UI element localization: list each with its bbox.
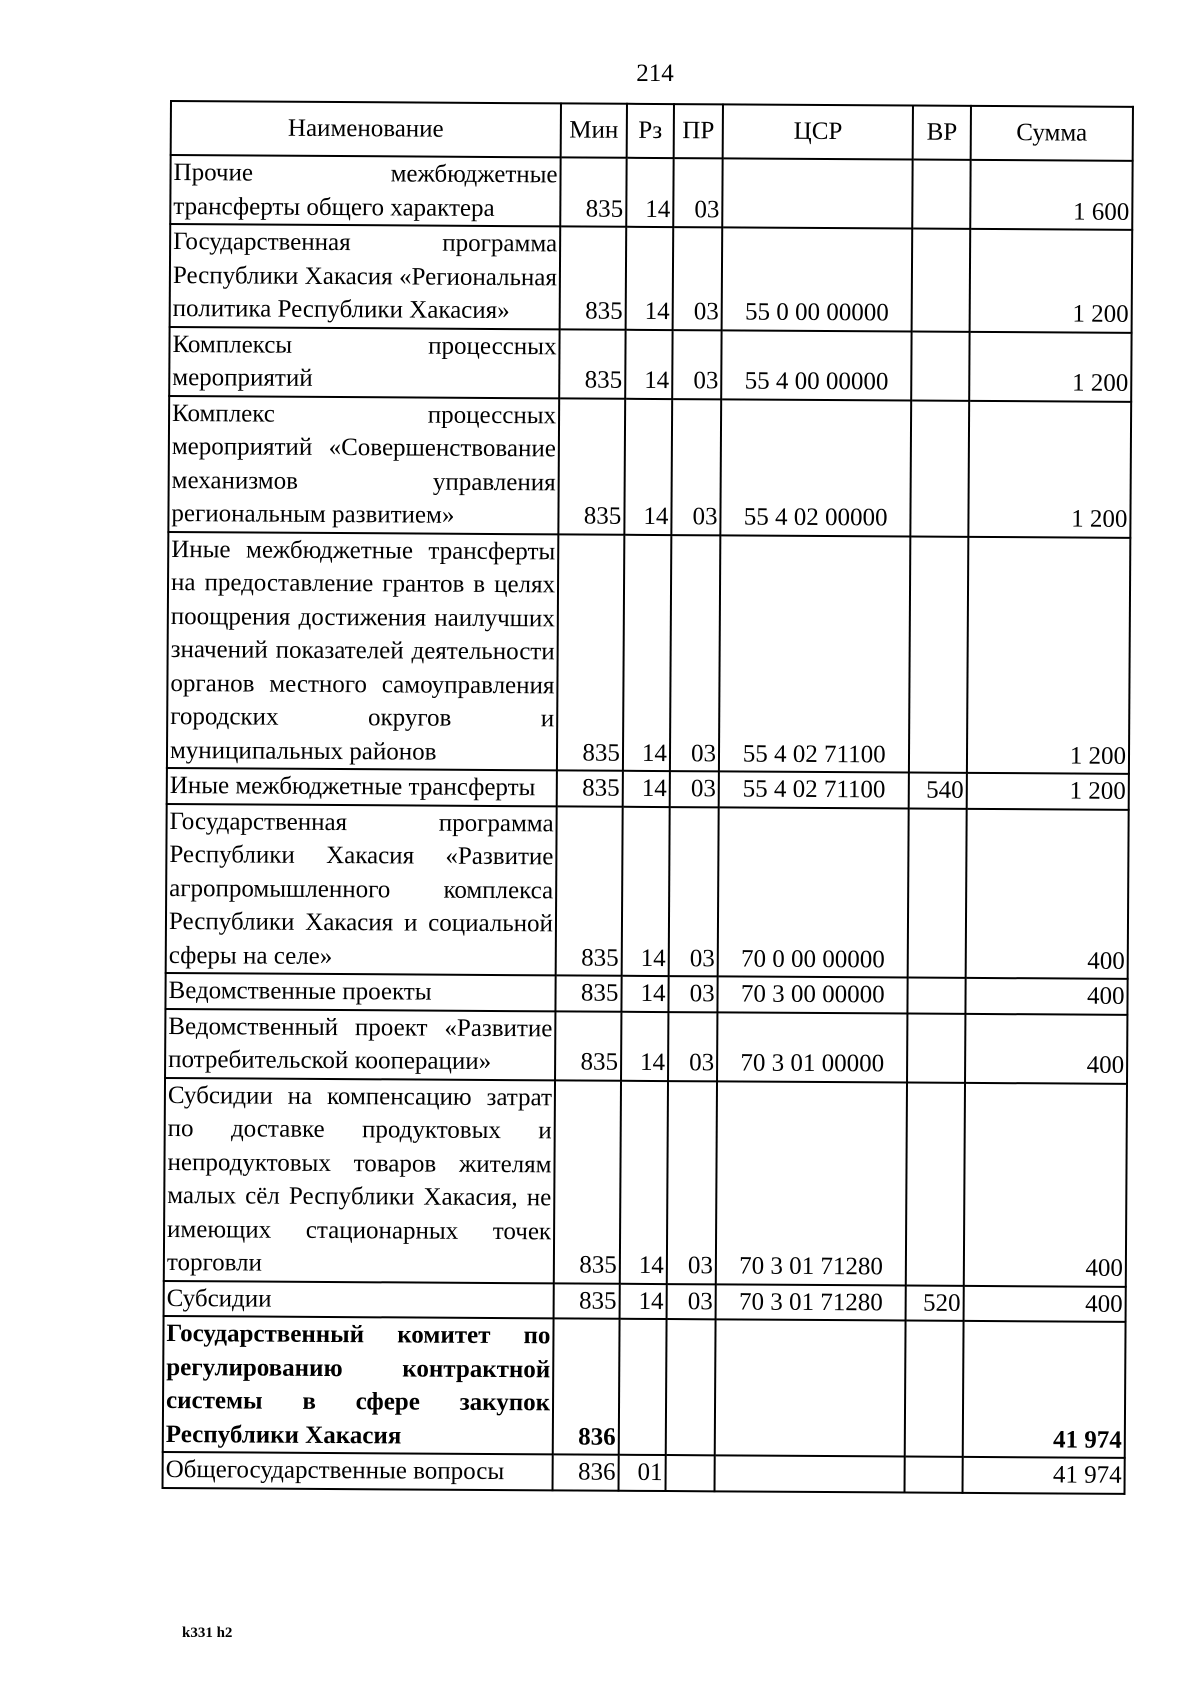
table-body [163,155,1133,1493]
row-min: 835 [557,534,624,771]
row-min: 835 [555,1011,621,1080]
row-vr [908,808,967,978]
row-pr: 03 [667,1081,717,1284]
row-vr [905,1457,963,1493]
row-name: Комплекс процессных мероприятий «Совершенствование механизмов управления региональным развитием» [168,396,559,534]
row-pr: 03 [668,976,717,1012]
budget-table [162,100,1134,1494]
row-rz: 14 [623,534,671,771]
row-csr: 70 3 01 00000 [717,1012,908,1082]
row-vr [908,978,966,1014]
row-min: 835 [560,157,626,226]
row-csr: 55 0 00 00000 [722,227,913,331]
row-vr [911,400,969,536]
row-vr: 540 [909,773,967,809]
row-vr [909,536,968,773]
row-pr: 03 [673,227,723,330]
row-vr [912,229,970,332]
table-row [170,224,1133,332]
header-rz: Рз [627,104,674,158]
row-name: Субсидии на компенсацию затрат по доставке продуктовых и непродуктовых товаров жителям малых сёл Республики Хакасия, не имеющих стационарных точек торговли [164,1077,555,1282]
table-row [166,803,1129,978]
row-min: 835 [555,975,621,1011]
document-code: k331 h2 [182,1625,233,1641]
row-csr [722,158,913,228]
row-name: Государственная программа Республики Хакасия «Региональная политика Республики Хакасия» [170,224,561,329]
row-min: 835 [554,1283,620,1319]
row-sum: 400 [963,1285,1125,1321]
row-rz: 14 [621,976,668,1012]
row-csr [715,1455,906,1492]
row-csr: 55 4 02 71100 [719,771,910,808]
row-vr [907,1013,965,1082]
table-row [163,1452,1125,1493]
row-rz: 14 [624,398,672,534]
row-rz: 14 [620,1080,668,1283]
row-vr: 520 [906,1285,964,1321]
row-pr: 03 [670,771,719,807]
row-csr: 70 3 01 71280 [716,1284,907,1321]
row-name: Комплексы процессных мероприятий [169,327,559,398]
row-pr [666,1319,716,1455]
row-sum: 41 974 [962,1457,1124,1493]
row-vr [913,160,971,229]
row-min: 836 [553,1318,620,1454]
row-rz: 14 [625,227,673,330]
row-name: Общегосударственные вопросы [163,1452,553,1490]
row-sum: 1 200 [967,536,1131,773]
row-rz: 14 [625,329,672,398]
table-row [170,155,1132,230]
row-name: Государственная программа Республики Хакасия «Развитие агропромышленного комплекса Республики Хакасия и социальной сферы на селе» [166,803,557,975]
row-pr: 03 [670,535,721,772]
header-min: Мин [561,103,627,157]
header-sum: Сумма [971,106,1133,161]
row-rz: 14 [622,806,670,976]
table-row [169,327,1131,402]
row-csr: 55 4 02 00000 [720,399,911,536]
row-vr [912,331,970,400]
row-pr: 03 [667,1284,716,1320]
row-min: 835 [554,1080,621,1283]
page-number: 214 [636,60,674,87]
row-csr: 55 4 02 71100 [719,535,911,773]
row-csr: 55 4 00 00000 [721,330,912,400]
row-rz [619,1319,667,1455]
table-row [165,973,1127,1014]
row-rz: 14 [623,771,670,807]
row-rz: 14 [626,158,673,227]
row-rz: 14 [619,1283,666,1319]
row-pr: 03 [673,158,723,227]
table-row [163,1316,1126,1458]
row-sum: 400 [964,1082,1127,1286]
row-csr: 70 0 00 00000 [718,807,909,978]
row-pr: 03 [672,330,722,399]
row-sum: 1 600 [970,160,1133,230]
header-name: Наименование [171,101,561,157]
header-vr: ВР [913,106,971,160]
row-pr [665,1455,714,1491]
row-pr: 03 [671,399,721,535]
row-csr: 70 3 01 71280 [716,1081,908,1285]
row-name: Государственный комитет по регулированию контрактной системы в сфере закупок Республики Хакасия [163,1316,554,1454]
header-pr: ПР [674,104,723,158]
row-sum: 41 974 [963,1321,1126,1458]
row-sum: 400 [965,1013,1128,1083]
row-rz: 01 [618,1455,665,1491]
header-csr: ЦСР [723,104,914,159]
row-min: 835 [556,806,623,976]
row-name: Иные межбюджетные трансферты [167,768,557,806]
row-sum: 1 200 [968,400,1131,537]
row-pr: 03 [669,807,719,977]
row-name: Прочие межбюджетные трансферты общего характера [170,155,560,226]
row-sum: 400 [965,978,1127,1014]
row-sum: 1 200 [967,773,1129,809]
row-min: 835 [558,398,625,534]
table-header-row [171,101,1133,161]
row-sum: 1 200 [969,229,1132,332]
row-sum: 400 [966,808,1129,978]
row-name: Ведомственные проекты [165,973,555,1011]
table-row [165,1008,1127,1083]
row-name: Ведомственный проект «Развитие потребительской кооперации» [165,1008,555,1079]
row-min: 835 [557,770,623,806]
row-min: 835 [560,226,626,329]
row-name: Иные межбюджетные трансферты на предоставление грантов в целях поощрения достижения наилучших значений показателей деятельности органов местного самоуправления городских округов и муниципальных районов [167,531,558,770]
table-row [167,768,1129,809]
row-sum: 1 200 [969,331,1132,401]
row-vr [905,1321,963,1457]
row-min: 835 [559,329,625,398]
row-pr: 03 [668,1012,718,1081]
row-csr [715,1319,906,1456]
table-row [164,1077,1127,1286]
row-rz: 14 [621,1011,668,1080]
table-row [164,1280,1126,1321]
table-row [168,396,1131,538]
row-vr [906,1082,965,1285]
row-min: 836 [553,1454,619,1490]
table-row [167,531,1130,773]
row-name: Субсидии [164,1280,554,1318]
row-csr: 70 3 00 00000 [718,976,909,1013]
